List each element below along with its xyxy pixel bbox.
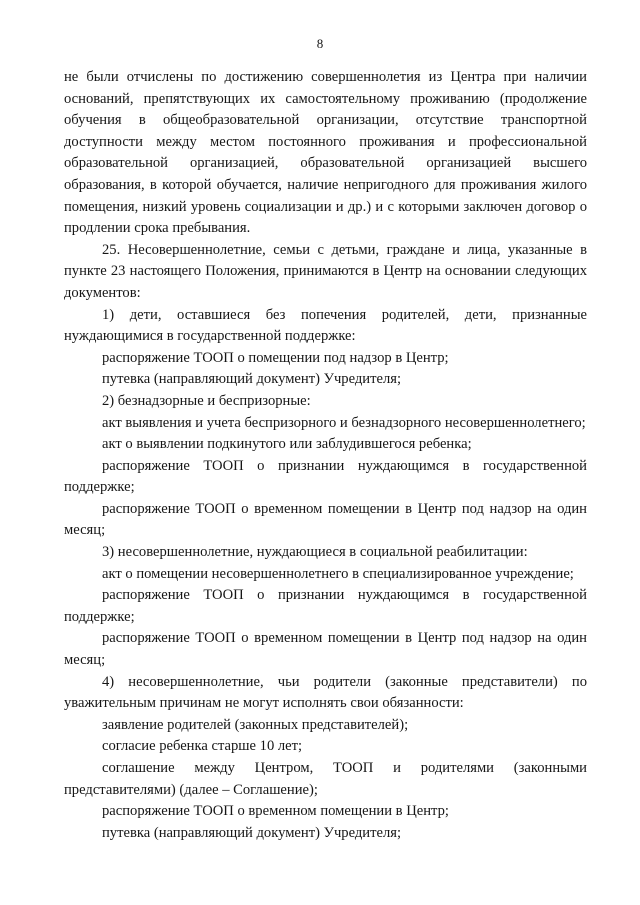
document-body	[64, 67, 587, 844]
paragraph: распоряжение ТООП о временном помещении в Центр;	[102, 803, 449, 820]
paragraph: соглашение между Центром, ТООП и родителями (законными представителями) (далее – Соглашение);	[64, 760, 587, 798]
page-number: 8	[316, 36, 324, 51]
paragraph: распоряжение ТООП о признании нуждающимся в государственной поддержке;	[64, 587, 587, 625]
paragraph: акт о выявлении подкинутого или заблудившегося ребенка;	[102, 436, 472, 453]
paragraph: акт выявления и учета беспризорного и безнадзорного несовершеннолетнего;	[102, 414, 586, 431]
paragraph: распоряжение ТООП о временном помещении в Центр под надзор на один месяц;	[64, 500, 587, 539]
paragraph: заявление родителей (законных представителей);	[102, 716, 409, 733]
paragraph: согласие ребенка старше 10 лет;	[102, 738, 303, 755]
paragraph: 2) безнадзорные и беспризорные:	[102, 392, 311, 409]
paragraph: акт о помещении несовершеннолетнего в специализированное учреждение;	[102, 565, 574, 582]
paragraph: путевка (направляющий документ) Учредителя;	[102, 371, 402, 388]
paragraph: 3) несовершеннолетние, нуждающиеся в социальной реабилитации:	[102, 544, 528, 561]
paragraph: не были отчислены по достижению совершеннолетия из Центра при наличии оснований, препятствующих их самостоятельному проживанию (продолжение обучения в общеобразовательной организации, отсутствие транспортной доступности между местом постоянного проживания и профессиональной образовательной организацией, образовательной организацией высшего образования, в которой обучается, наличие непригодного для проживания жилого помещения, низкий уровень социализации и др.) и с которыми заключен договор о продлении срока пребывания.	[64, 69, 587, 237]
paragraph: 25. Несовершеннолетние, семьи с детьми, граждане и лица, указанные в пункте 23 настоящего Положения, принимаются в Центр на основании следующих документов:	[64, 241, 587, 301]
paragraph: путевка (направляющий документ) Учредителя;	[102, 824, 402, 841]
paragraph: распоряжение ТООП о признании нуждающимся в государственной поддержке;	[64, 457, 587, 496]
paragraph: распоряжение ТООП о временном помещении в Центр под надзор на один месяц;	[64, 630, 587, 669]
paragraph: распоряжение ТООП о помещении под надзор в Центр;	[102, 349, 449, 366]
paragraph: 4) несовершеннолетние, чьи родители (законные представители) по уважительным причинам не могут исполнять свои обязанности:	[64, 673, 587, 712]
paragraph: 1) дети, оставшиеся без попечения родителей, дети, признанные нуждающимися в государственной поддержке:	[64, 306, 587, 345]
